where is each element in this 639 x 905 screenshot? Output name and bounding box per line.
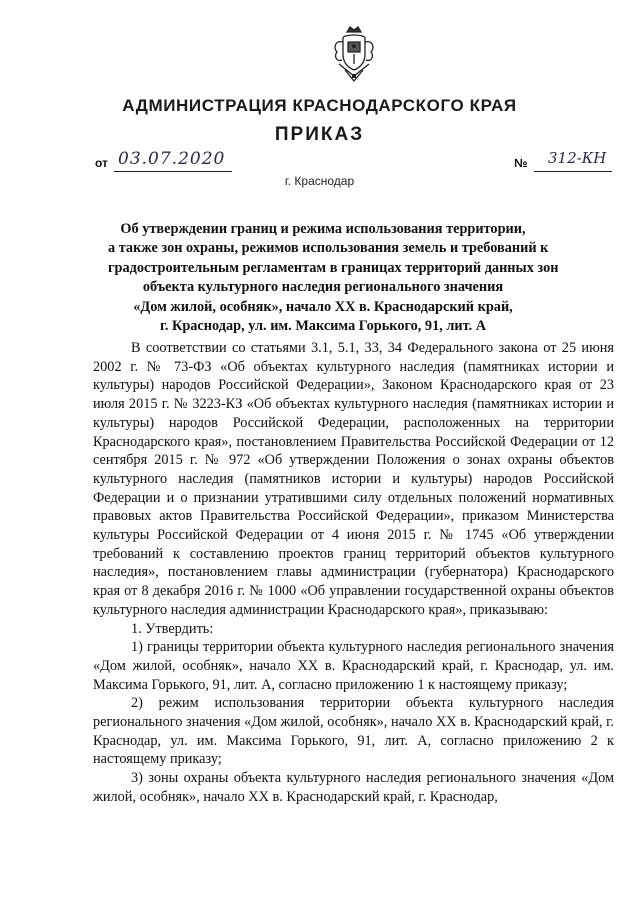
date-value: 03.07.2020	[118, 149, 226, 169]
title-line: градостроительным регламентам в границах территорий данных зон	[108, 259, 559, 276]
number-value: 312-КН	[548, 149, 607, 167]
document-title	[108, 220, 559, 336]
title-line: «Дом жилой, особняк», начало XX в. Краснодарский край,	[133, 298, 513, 315]
number-underline	[534, 171, 612, 172]
paragraph-subitem-2: 2) режим использования территории объекта культурного наследия регионального значения «Дом жилой, особняк», начало XX в. Краснодарский край, г. Краснодар, ул. им. Максима Горького, 91, лит. А, согласно приложению 2 к настоящему приказу;	[93, 695, 614, 768]
coat-of-arms-icon	[331, 24, 377, 84]
paragraph-subitem-3: 3) зоны охраны объекта культурного наследия регионального значения «Дом жилой, особняк», начало XX в. Краснодарский край, г. Краснодар,	[93, 770, 614, 805]
document-type: ПРИКАЗ	[274, 124, 365, 145]
document-body	[93, 339, 614, 807]
date-label: от	[95, 156, 108, 170]
title-line: объекта культурного наследия регионального значения	[142, 279, 504, 296]
organization-name: АДМИНИСТРАЦИЯ КРАСНОДАРСКОГО КРАЯ	[122, 96, 517, 115]
paragraph-subitem-1: 1) границы территории объекта культурного наследия регионального значения «Дом жилой, особняк», начало XX в. Краснодарский край, г. Краснодар, ул. им. Максима Горького, 91, лит. А, согласно приложению 1 к настоящему приказу;	[93, 639, 614, 693]
city: г. Краснодар	[284, 174, 355, 188]
paragraph-preamble: В соответствии со статьями 3.1, 5.1, 33, 34 Федерального закона от 25 июня 2002 г. № 73-ФЗ «Об объектах культурного наследия (памятниках истории и культуры) народов Российской Федерации», Законом Краснодарского края от 23 июля 2015 г. № 3223-КЗ «Об объектах культурного наследия (памятниках истории и культуры) народов Российской Федерации, расположенных на территории Краснодарского края», постановлением Правительства Российской Федерации от 12 сентября 2015 г. № 972 «Об утверждении Положения о зонах охраны объектов культурного наследия (памятников истории и культуры) народов Российской Федерации и о признании утратившими силу отдельных положений нормативных правовых актов Правительства Российской Федерации», приказом Министерства культуры Российской Федерации от 4 июня 2015 г. № 1745 «Об утверждении требований к составлению проектов границ территорий объектов культурного наследия», постановлением главы администрации (губернатора) Краснодарского края от 8 декабря 2016 г. № 1000 «Об управлении государственной охраны объектов культурного наследия администрации Краснодарского края», приказываю:	[93, 340, 614, 618]
title-line: Об утверждении границ и режима использования территории,	[120, 221, 526, 237]
number-label: №	[514, 156, 528, 170]
paragraph-item-1: 1. Утвердить:	[131, 620, 214, 637]
date-underline	[114, 171, 232, 172]
title-line: а также зон охраны, режимов использования земель и требований к	[108, 240, 549, 257]
title-line: г. Краснодар, ул. им. Максима Горького, 91, лит. А	[159, 318, 487, 335]
